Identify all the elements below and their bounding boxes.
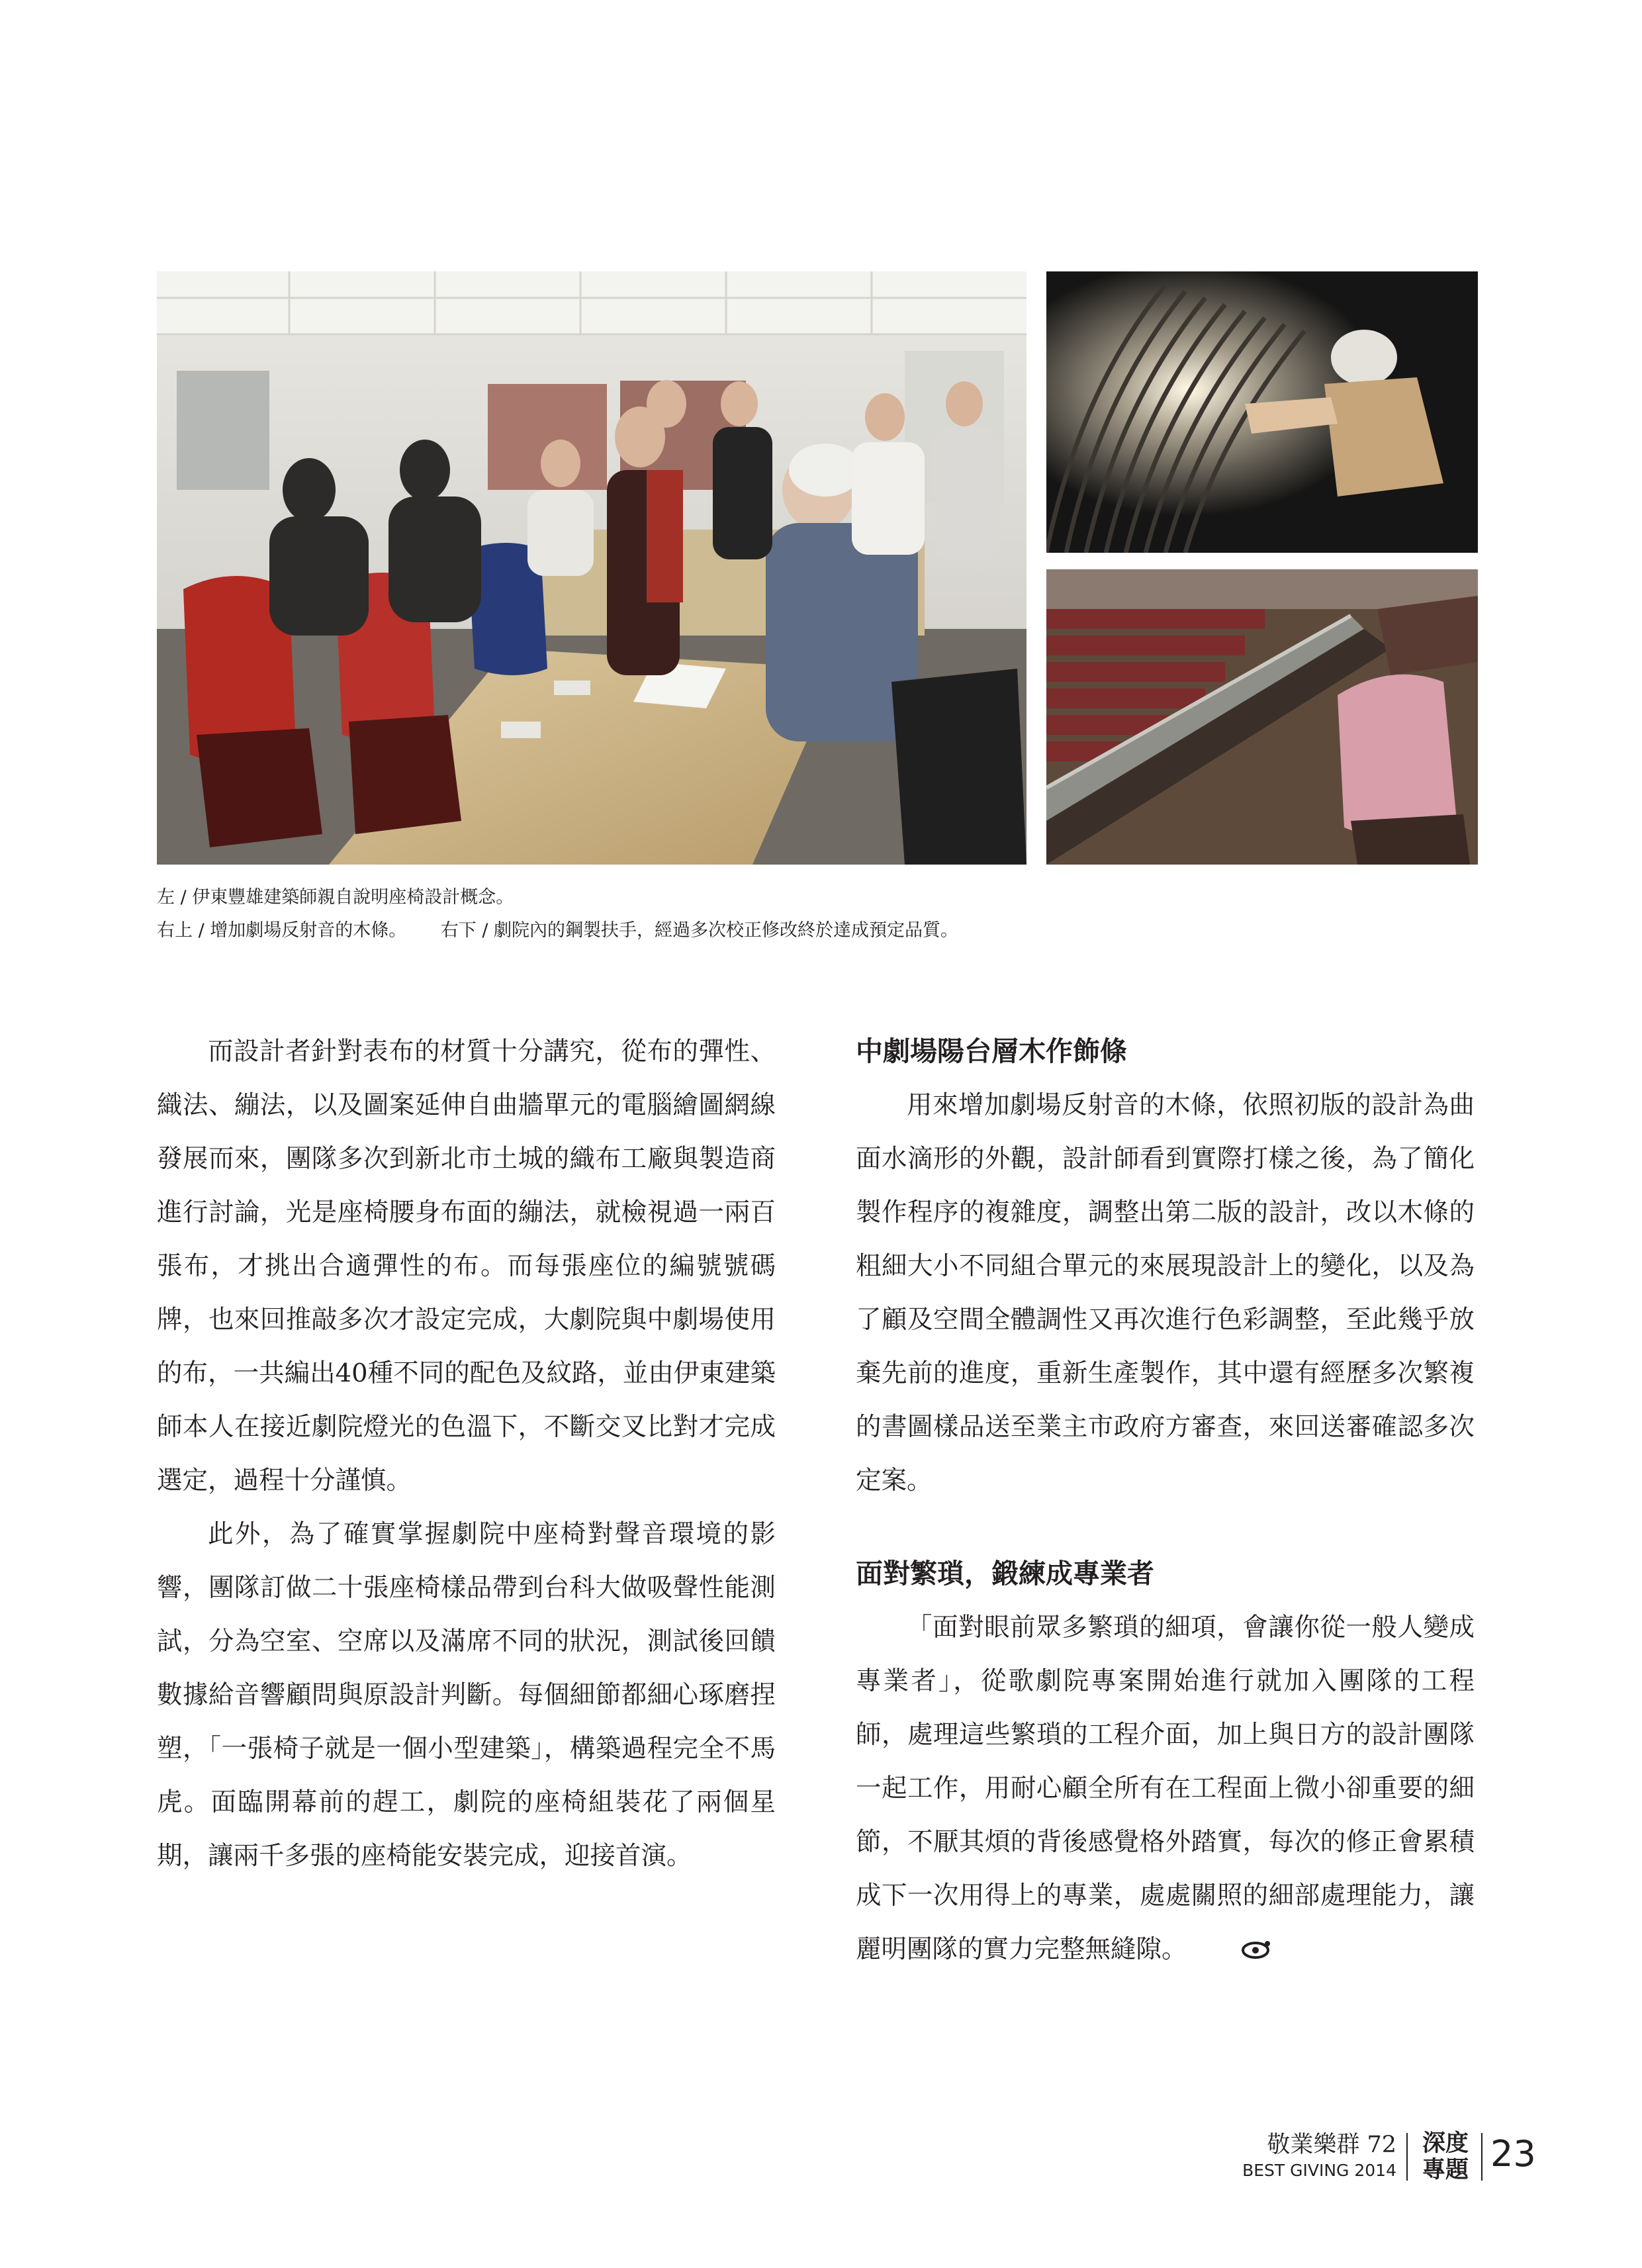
folio-divider bbox=[1481, 2133, 1482, 2181]
paragraph-wood-trim: 用來增加劇場反射音的木條，依照初版的設計為曲面水滴形的外觀，設計師看到實際打樣之後，為了簡化製作程序的複雜度，調整出第二版的設計，改以木條的粗細大小不同組合單元的來展現設計上的變化，以及為了顧及空間全體調性又再次進行色彩調整，至此幾乎放棄先前的進度，重新生產製作，其中還有經歷多次繁複的書圖樣品送至業主市政府方審查，來回送審確認多次定案。 bbox=[856, 1090, 1475, 1495]
photo-wood-strips bbox=[1046, 271, 1478, 553]
caption-right-photos: 右上 / 增加劇場反射音的木條。 右下 / 劇院內的鋼製扶手，經過多次校正修改終於達成預定品質。 bbox=[157, 920, 959, 941]
section-label-line1: 深度 bbox=[1422, 2130, 1469, 2157]
folio-section bbox=[1416, 2130, 1475, 2183]
section-label-line2: 專題 bbox=[1422, 2156, 1469, 2183]
paragraph-professional bbox=[856, 1601, 1475, 1978]
folio-divider bbox=[1406, 2133, 1408, 2181]
paragraph-acoustic-test: 此外，為了確實掌握劇院中座椅對聲音環境的影響，團隊訂做二十張座椅樣品帶到台科大做吸聲性能測試，分為空室、空席以及滿席不同的狀況，測試後回饋數據給音響顧問與原設計判斷。每個細節都細心琢磨捏塑，「一張椅子就是一個小型建築」，構築過程完全不馬虎。面臨開幕前的趕工，劇院的座椅組裝花了兩個星期，讓兩千多張的座椅能安裝完成，迎接首演。 bbox=[157, 1519, 776, 1871]
caption-left-photo: 左 / 伊東豐雄建築師親自說明座椅設計概念。 bbox=[157, 887, 514, 908]
publication-title-en: BEST GIVING 2014 bbox=[1242, 2161, 1396, 2180]
photo-steel-handrail bbox=[1046, 569, 1478, 865]
section-heading-professional: 面對繁瑣，鍛練成專業者 bbox=[856, 1558, 1154, 1589]
photo-meeting-room bbox=[157, 271, 1026, 865]
left-column bbox=[157, 1025, 776, 1883]
folio-publication bbox=[1238, 2130, 1396, 2182]
paragraph-fabric: 而設計者針對表布的材質十分講究，從布的彈性、織法、繃法，以及圖案延伸自曲牆單元的電腦繪圖網線發展而來，團隊多次到新北市土城的織布工廠與製造商進行討論，光是座椅腰身布面的繃法，就檢視過一兩百張布，才挑出合適彈性的布。而每張座位的編號號碼牌，也來回推敲多次才設定完成，大劇院與中劇場使用的布，一共編出40種不同的配色及紋路，並由伊東建築師本人在接近劇院燈光的色溫下，不斷交叉比對才完成選定，過程十分謹慎。 bbox=[157, 1037, 776, 1495]
page-number: 23 bbox=[1490, 2133, 1536, 2175]
right-column bbox=[856, 1025, 1475, 1978]
eye-logo-icon bbox=[1190, 1924, 1273, 1978]
paragraph-professional-text: 「面對眼前眾多繁瑣的細項，會讓你從一般人變成專業者」，從歌劇院專案開始進行就加入團隊的工程師，處理這些繁瑣的工程介面，加上與日方的設計團隊一起工作，用耐心顧全所有在工程面上微小卻重要的細節，不厭其煩的背後感覺格外踏實，每次的修正會累積成下一次用得上的專業，處處關照的細部處理能力，讓麗明團隊的實力完整無縫隙。 bbox=[856, 1613, 1475, 1964]
section-heading-wood-trim: 中劇場陽台層木作飾條 bbox=[856, 1035, 1127, 1067]
publication-title: 敬業樂群 72 bbox=[1267, 2132, 1396, 2158]
